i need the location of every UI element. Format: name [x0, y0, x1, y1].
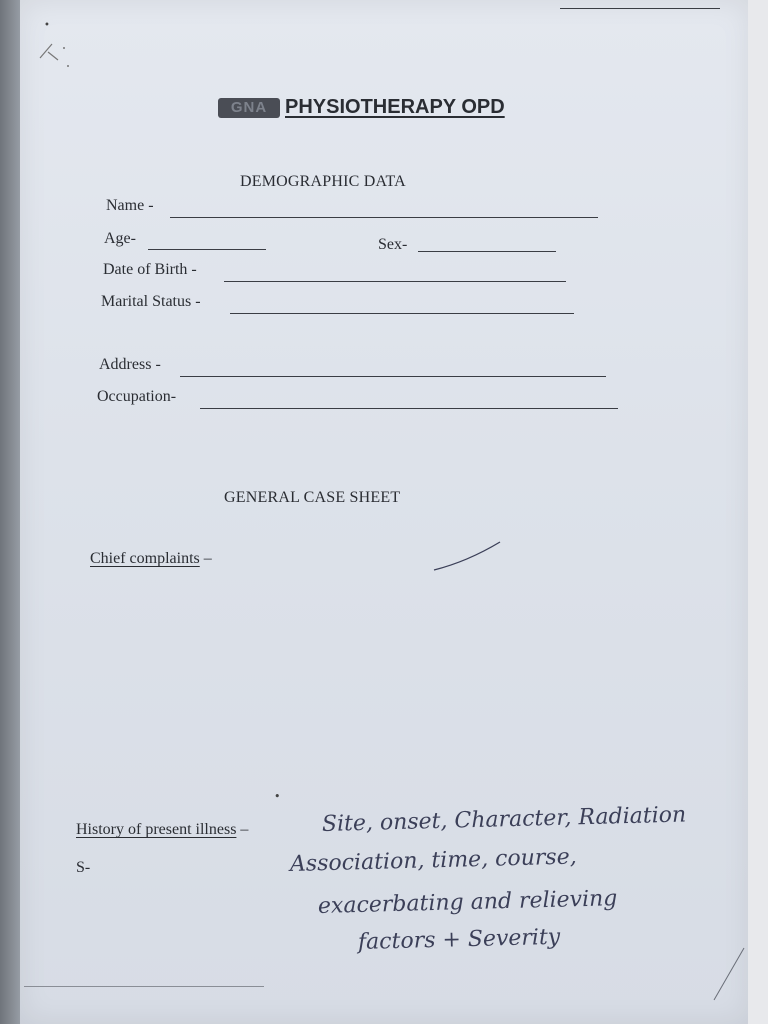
- background-edge-left: [0, 0, 22, 1024]
- occupation-label: Occupation-: [97, 388, 177, 405]
- history-dash: –: [240, 821, 249, 838]
- handwriting-line-2: Association, time, course,: [289, 844, 577, 877]
- dob-label: Date of Birth -: [103, 261, 197, 278]
- age-label: Age-: [104, 230, 136, 247]
- handwriting-line-4: factors + Severity: [357, 924, 561, 955]
- name-field[interactable]: [170, 217, 598, 218]
- history-row: [76, 821, 248, 839]
- form-title: PHYSIOTHERAPY OPD: [285, 96, 505, 118]
- case-sheet-heading: GENERAL CASE SHEET: [224, 489, 401, 506]
- chief-complaints-row: [90, 550, 212, 568]
- demographic-heading: DEMOGRAPHIC DATA: [240, 173, 406, 190]
- dob-field[interactable]: [224, 281, 566, 282]
- name-label: Name -: [106, 197, 154, 214]
- background-edge-right: [748, 0, 768, 1024]
- address-label: Address -: [99, 356, 161, 373]
- address-field[interactable]: [180, 376, 606, 377]
- sex-label: Sex-: [378, 236, 408, 253]
- top-edge-line: [560, 8, 720, 9]
- stray-mark: •: [44, 20, 50, 31]
- s-label: S-: [76, 859, 91, 876]
- marital-status-label: Marital Status -: [101, 293, 201, 310]
- chief-complaints-label: Chief complaints: [90, 550, 200, 567]
- marital-status-field[interactable]: [230, 313, 574, 314]
- age-field[interactable]: [148, 249, 266, 250]
- handwriting-line-1: Site, onset, Character, Radiation: [321, 802, 687, 837]
- corner-stroke: [708, 944, 748, 1004]
- history-label: History of present illness: [76, 821, 237, 838]
- bottom-edge-line: [24, 986, 264, 987]
- chief-complaints-dash: –: [203, 550, 212, 567]
- gna-logo: GNA: [218, 98, 280, 118]
- pencil-scribble: [38, 38, 78, 70]
- sex-field[interactable]: [418, 251, 556, 252]
- handwriting-line-3: exacerbating and relieving: [317, 886, 618, 919]
- stray-dot: •: [274, 790, 281, 803]
- pen-stroke: [430, 538, 504, 574]
- occupation-field[interactable]: [200, 408, 618, 409]
